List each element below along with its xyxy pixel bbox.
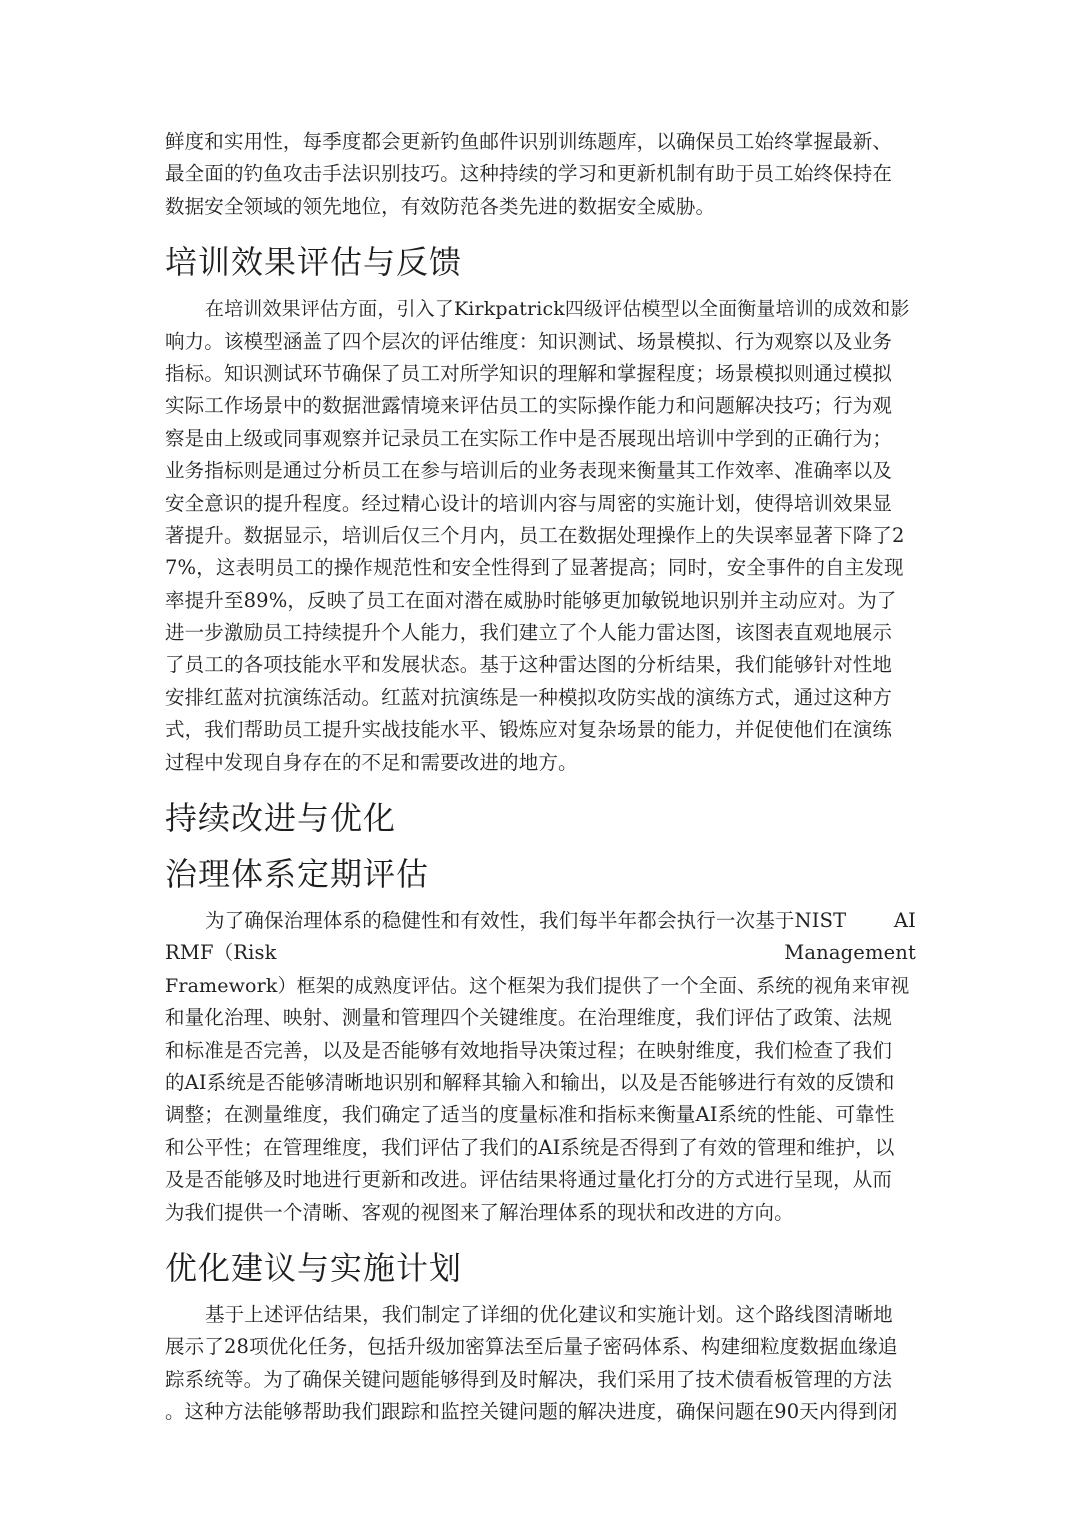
paragraph-line: 踪系统等。为了确保关键问题能够得到及时解决，我们采用了技术债看板管理的方法: [165, 1367, 893, 1391]
line-text-right: AI: [893, 909, 916, 933]
document-body: [165, 126, 916, 1429]
paragraph-line: 了员工的各项技能水平和发展状态。基于这种雷达图的分析结果，我们能够针对性地: [165, 653, 893, 677]
paragraph-line: 为我们提供一个清晰、客观的视图来了解治理体系的现状和改进的方向。: [165, 1200, 794, 1224]
paragraph-line: Framework）框架的成熟度评估。这个框架为我们提供了一个全面、系统的视角来审视: [165, 974, 910, 997]
paragraph-line: 及是否能够及时地进行更新和改进。评估结果将通过量化打分的方式进行呈现，从而: [165, 1168, 893, 1192]
paragraph-line: 率提升至89%，反映了员工在面对潜在威胁时能够更加敏锐地识别并主动应对。为了: [165, 588, 897, 612]
section-heading-continuous-improvement: 持续改进与优化: [165, 799, 397, 838]
paragraph-line: 式，我们帮助员工提升实战技能水平、锻炼应对复杂场景的能力，并促使他们在演练: [165, 718, 893, 742]
paragraph-line: 察是由上级或同事观察并记录员工在实际工作中是否展现出培训中学到的正确行为；: [165, 426, 893, 450]
paragraph-line: 。这种方法能够帮助我们跟踪和监控关键问题的解决进度，确保问题在90天内得到闭: [165, 1400, 898, 1424]
training-evaluation-paragraph: [165, 293, 916, 779]
paragraph-line: 实际工作场景中的数据泄露情境来评估员工的实际操作能力和问题解决技巧；行为观: [165, 394, 893, 418]
paragraph-line: 7%，这表明员工的操作规范性和安全性得到了显著提高；同时，安全事件的自主发现: [165, 556, 904, 580]
paragraph-line: 数据安全领域的领先地位，有效防范各类先进的数据安全威胁。: [165, 194, 716, 218]
paragraph-line: 最全面的钓鱼攻击手法识别技巧。这种持续的学习和更新机制有助于员工始终保持在: [165, 162, 893, 186]
intro-paragraph: [165, 126, 916, 223]
paragraph-line: 进一步激励员工持续提升个人能力，我们建立了个人能力雷达图，该图表直观地展示: [165, 621, 893, 645]
line-text-right: Management: [784, 941, 916, 965]
paragraph-line: 调整；在测量维度，我们确定了适当的度量标准和指标来衡量AI系统的性能、可靠性: [165, 1103, 895, 1127]
paragraph-line: 展示了28项优化任务，包括升级加密算法至后量子密码体系、构建细粒度数据血缘追: [165, 1335, 898, 1359]
section-heading-training-evaluation: 培训效果评估与反馈: [165, 243, 463, 282]
paragraph-line: 基于上述评估结果，我们制定了详细的优化建议和实施计划。这个路线图清晰地: [205, 1302, 893, 1326]
paragraph-line: 和公平性；在管理维度，我们评估了我们的AI系统是否得到了有效的管理和维护，以: [165, 1135, 895, 1159]
paragraph-line: 的AI系统是否能够清晰地识别和解释其输入和输出，以及是否能够进行有效的反馈和: [165, 1070, 895, 1094]
paragraph-line: 安全意识的提升程度。经过精心设计的培训内容与周密的实施计划，使得培训效果显: [165, 491, 893, 515]
paragraph-line: 过程中发现自身存在的不足和需要改进的地方。: [165, 750, 578, 774]
paragraph-line: 业务指标则是通过分析员工在参与培训后的业务表现来衡量其工作效率、准确率以及: [165, 459, 893, 483]
section-heading-governance-review: 治理体系定期评估: [165, 855, 430, 894]
paragraph-line: 鲜度和实用性，每季度都会更新钓鱼邮件识别训练题库，以确保员工始终掌握最新、: [165, 130, 893, 153]
paragraph-line: 和量化治理、映射、测量和管理四个关键维度。在治理维度，我们评估了政策、法规: [165, 1006, 893, 1030]
paragraph-line: [165, 937, 916, 969]
paragraph-line: 响力。该模型涵盖了四个层次的评估维度：知识测试、场景模拟、行为观察以及业务: [165, 329, 893, 353]
governance-review-paragraph: [165, 905, 916, 1229]
paragraph-line: 在培训效果评估方面，引入了Kirkpatrick四级评估模型以全面衡量培训的成效和影: [205, 298, 910, 321]
section-heading-optimization-plan: 优化建议与实施计划: [165, 1248, 463, 1287]
paragraph-line: 安排红蓝对抗演练活动。红蓝对抗演练是一种模拟攻防实战的演练方式，通过这种方: [165, 685, 893, 709]
line-text-left: 为了确保治理体系的稳健性和有效性，我们每半年都会执行一次基于NIST: [205, 909, 847, 933]
optimization-plan-paragraph: [165, 1299, 916, 1429]
paragraph-line: 著提升。数据显示，培训后仅三个月内，员工在数据处理操作上的失误率显著下降了2: [165, 523, 905, 547]
line-text-left: RMF（Risk: [165, 941, 277, 965]
paragraph-line: 指标。知识测试环节确保了员工对所学知识的理解和掌握程度；场景模拟则通过模拟: [165, 361, 893, 385]
paragraph-line: [165, 905, 916, 937]
paragraph-line: 和标准是否完善，以及是否能够有效地指导决策过程；在映射维度，我们检查了我们: [165, 1038, 893, 1062]
